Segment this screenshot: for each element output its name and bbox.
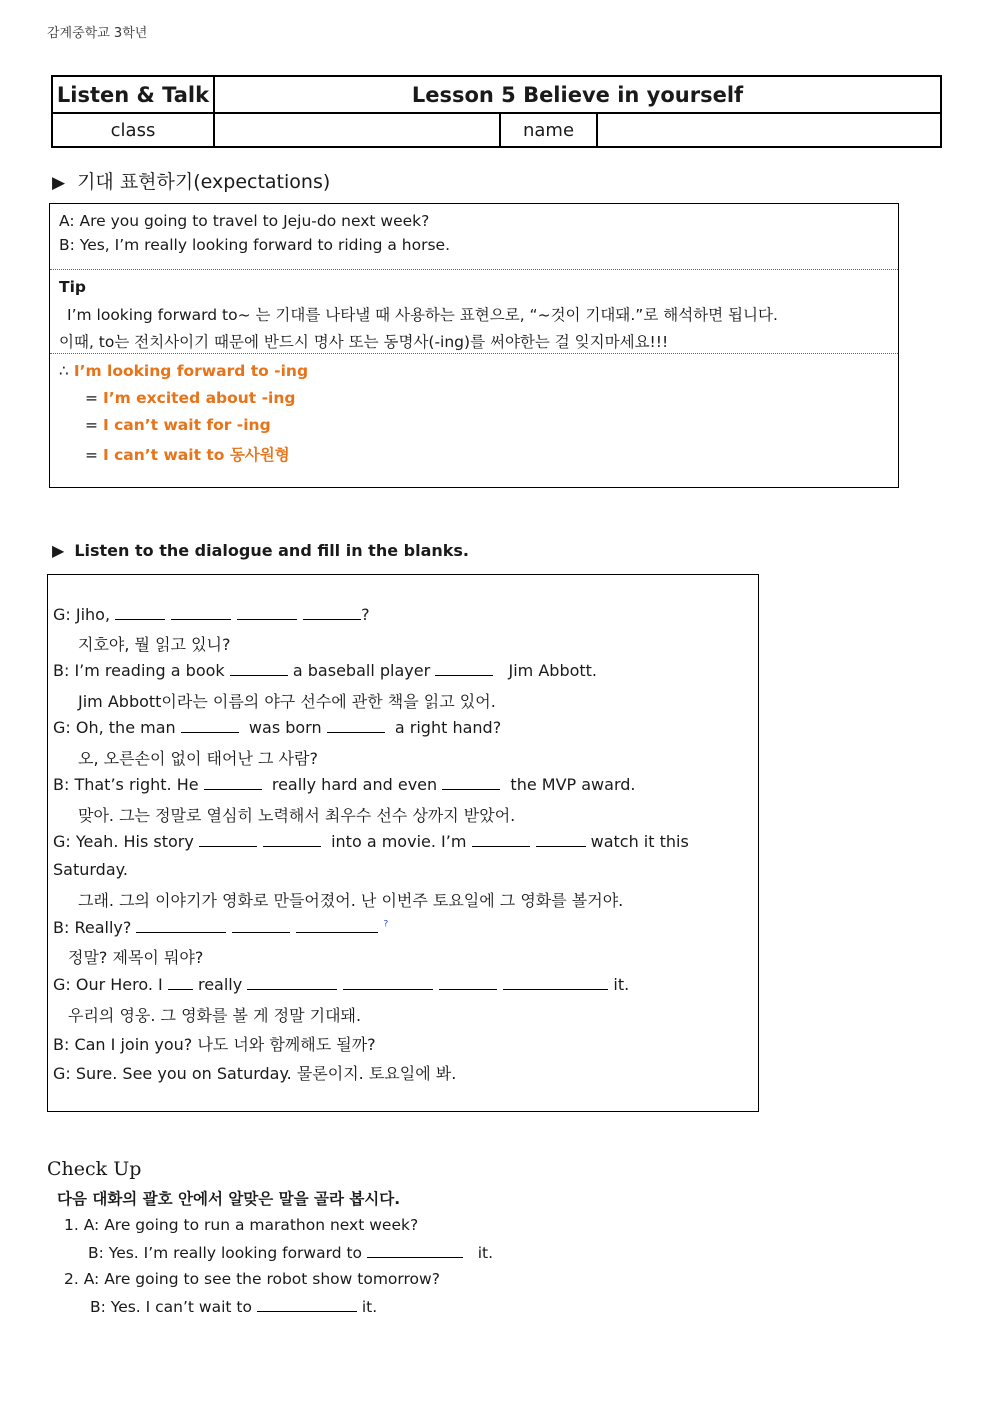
dialogue-line-cont: Saturday. bbox=[53, 860, 128, 879]
dialogue-line: G: Oh, the man was born a right hand? bbox=[53, 718, 502, 737]
blank-field[interactable] bbox=[257, 1297, 357, 1312]
triangle-bullet-icon: ▶ bbox=[52, 541, 65, 560]
blank-field[interactable] bbox=[435, 661, 493, 676]
translation-line: 오, 오른손이 없이 태어난 그 사람? bbox=[78, 749, 318, 768]
divider bbox=[50, 353, 898, 354]
tip-label: Tip bbox=[59, 278, 86, 296]
dialogue-line: B: Really? ? bbox=[53, 918, 389, 937]
blank-field[interactable] bbox=[327, 718, 385, 733]
dialogue-line: G: Sure. See you on Saturday. 물론이지. 토요일에 봐. bbox=[53, 1064, 457, 1083]
translation-line: 맞아. 그는 정말로 열심히 노력해서 최우수 선수 상까지 받았어. bbox=[78, 806, 516, 825]
blank-field[interactable] bbox=[204, 775, 262, 790]
dialogue-box bbox=[47, 574, 759, 1112]
tip-line-2: 이때, to는 전치사이기 때문에 반드시 명사 또는 동명사(-ing)를 써야한는 걸 잊지마세요!!! bbox=[59, 333, 669, 351]
translation-line: 정말? 제목이 뭐야? bbox=[68, 948, 204, 967]
blank-field[interactable] bbox=[230, 661, 288, 676]
section2-title: ▶ Listen to the dialogue and fill in the blanks. bbox=[52, 541, 470, 560]
checkup-q1-b: B: Yes. I’m really looking forward to it. bbox=[88, 1244, 494, 1262]
checkup-q2-b: B: Yes. I can’t wait to it. bbox=[90, 1298, 378, 1316]
school-grade-label: 감계중학교 3학년 bbox=[47, 26, 148, 41]
divider bbox=[50, 269, 898, 270]
expression-3: = I can’t wait for -ing bbox=[85, 416, 271, 434]
blank-field[interactable] bbox=[296, 918, 378, 933]
translation-line: Jim Abbott이라는 이름의 야구 선수에 관한 책을 읽고 있어. bbox=[78, 692, 496, 711]
blank-field[interactable] bbox=[472, 832, 530, 847]
triangle-bullet-icon: ▶ bbox=[52, 173, 66, 193]
tip-line-1: I’m looking forward to~ 는 기대를 나타낼 때 사용하는 표현으로, “~것이 기대돼.”로 해석하면 됩니다. bbox=[67, 306, 778, 324]
example-line-b: B: Yes, I’m really looking forward to riding a horse. bbox=[59, 236, 451, 254]
expression-4: = I can’t wait to 동사원형 bbox=[85, 446, 290, 464]
checkup-instruction: 다음 대화의 괄호 안에서 알맞은 말을 골라 봅시다. bbox=[57, 1190, 401, 1208]
blank-field[interactable] bbox=[181, 718, 239, 733]
blank-field[interactable] bbox=[171, 605, 231, 620]
translation-line: 그래. 그의 이야기가 영화로 만들어졌어. 난 이번주 토요일에 그 영화를 볼거야. bbox=[78, 891, 624, 910]
checkup-q2-a: 2. A: Are going to see the robot show tomorrow? bbox=[64, 1270, 440, 1288]
question-mark-note: ? bbox=[383, 919, 389, 930]
dialogue-line: B: I’m reading a book a baseball player Jim Abbott. bbox=[53, 661, 598, 680]
example-line-a: A: Are you going to travel to Jeju-do next week? bbox=[59, 212, 430, 230]
blank-field[interactable] bbox=[263, 832, 321, 847]
lesson-title: Lesson 5 Believe in yourself bbox=[214, 76, 941, 113]
dialogue-line: G: Our Hero. I really it. bbox=[53, 975, 630, 994]
blank-field[interactable] bbox=[115, 605, 165, 620]
checkup-title: Check Up bbox=[47, 1158, 142, 1180]
expression-1: ∴ I’m looking forward to -ing bbox=[59, 362, 309, 380]
dialogue-line: B: Can I join you? 나도 너와 함께해도 될까? bbox=[53, 1035, 376, 1054]
blank-field[interactable] bbox=[136, 918, 226, 933]
translation-line: 지호야, 뭘 읽고 있니? bbox=[78, 635, 231, 654]
blank-field[interactable] bbox=[343, 975, 433, 990]
translation-line: 우리의 영웅. 그 영화를 볼 게 정말 기대돼. bbox=[68, 1006, 362, 1025]
expression-2: = I’m excited about -ing bbox=[85, 389, 296, 407]
blank-field[interactable] bbox=[303, 605, 361, 620]
blank-field[interactable] bbox=[247, 975, 337, 990]
blank-field[interactable] bbox=[232, 918, 290, 933]
dialogue-line: G: Yeah. His story into a movie. I’m watch it this bbox=[53, 832, 689, 851]
section1-title: ▶ 기대 표현하기(expectations) bbox=[52, 171, 331, 193]
blank-field[interactable] bbox=[503, 975, 608, 990]
name-field[interactable] bbox=[597, 113, 941, 147]
blank-field[interactable] bbox=[367, 1243, 463, 1258]
worksheet-header bbox=[51, 75, 942, 148]
dialogue-line: B: That’s right. He really hard and even the MVP award. bbox=[53, 775, 636, 794]
dialogue-line: G: Jiho, ? bbox=[53, 605, 370, 624]
class-label: class bbox=[52, 113, 214, 147]
checkup-q1-a: 1. A: Are going to run a marathon next week? bbox=[64, 1216, 419, 1234]
class-field[interactable] bbox=[214, 113, 500, 147]
blank-field[interactable] bbox=[442, 775, 500, 790]
blank-field[interactable] bbox=[199, 832, 257, 847]
blank-field[interactable] bbox=[439, 975, 497, 990]
subject-cell: Listen & Talk bbox=[52, 76, 214, 113]
blank-field[interactable] bbox=[168, 975, 193, 990]
expectations-box bbox=[49, 203, 899, 488]
blank-field[interactable] bbox=[237, 605, 297, 620]
name-label: name bbox=[500, 113, 597, 147]
blank-field[interactable] bbox=[536, 832, 586, 847]
